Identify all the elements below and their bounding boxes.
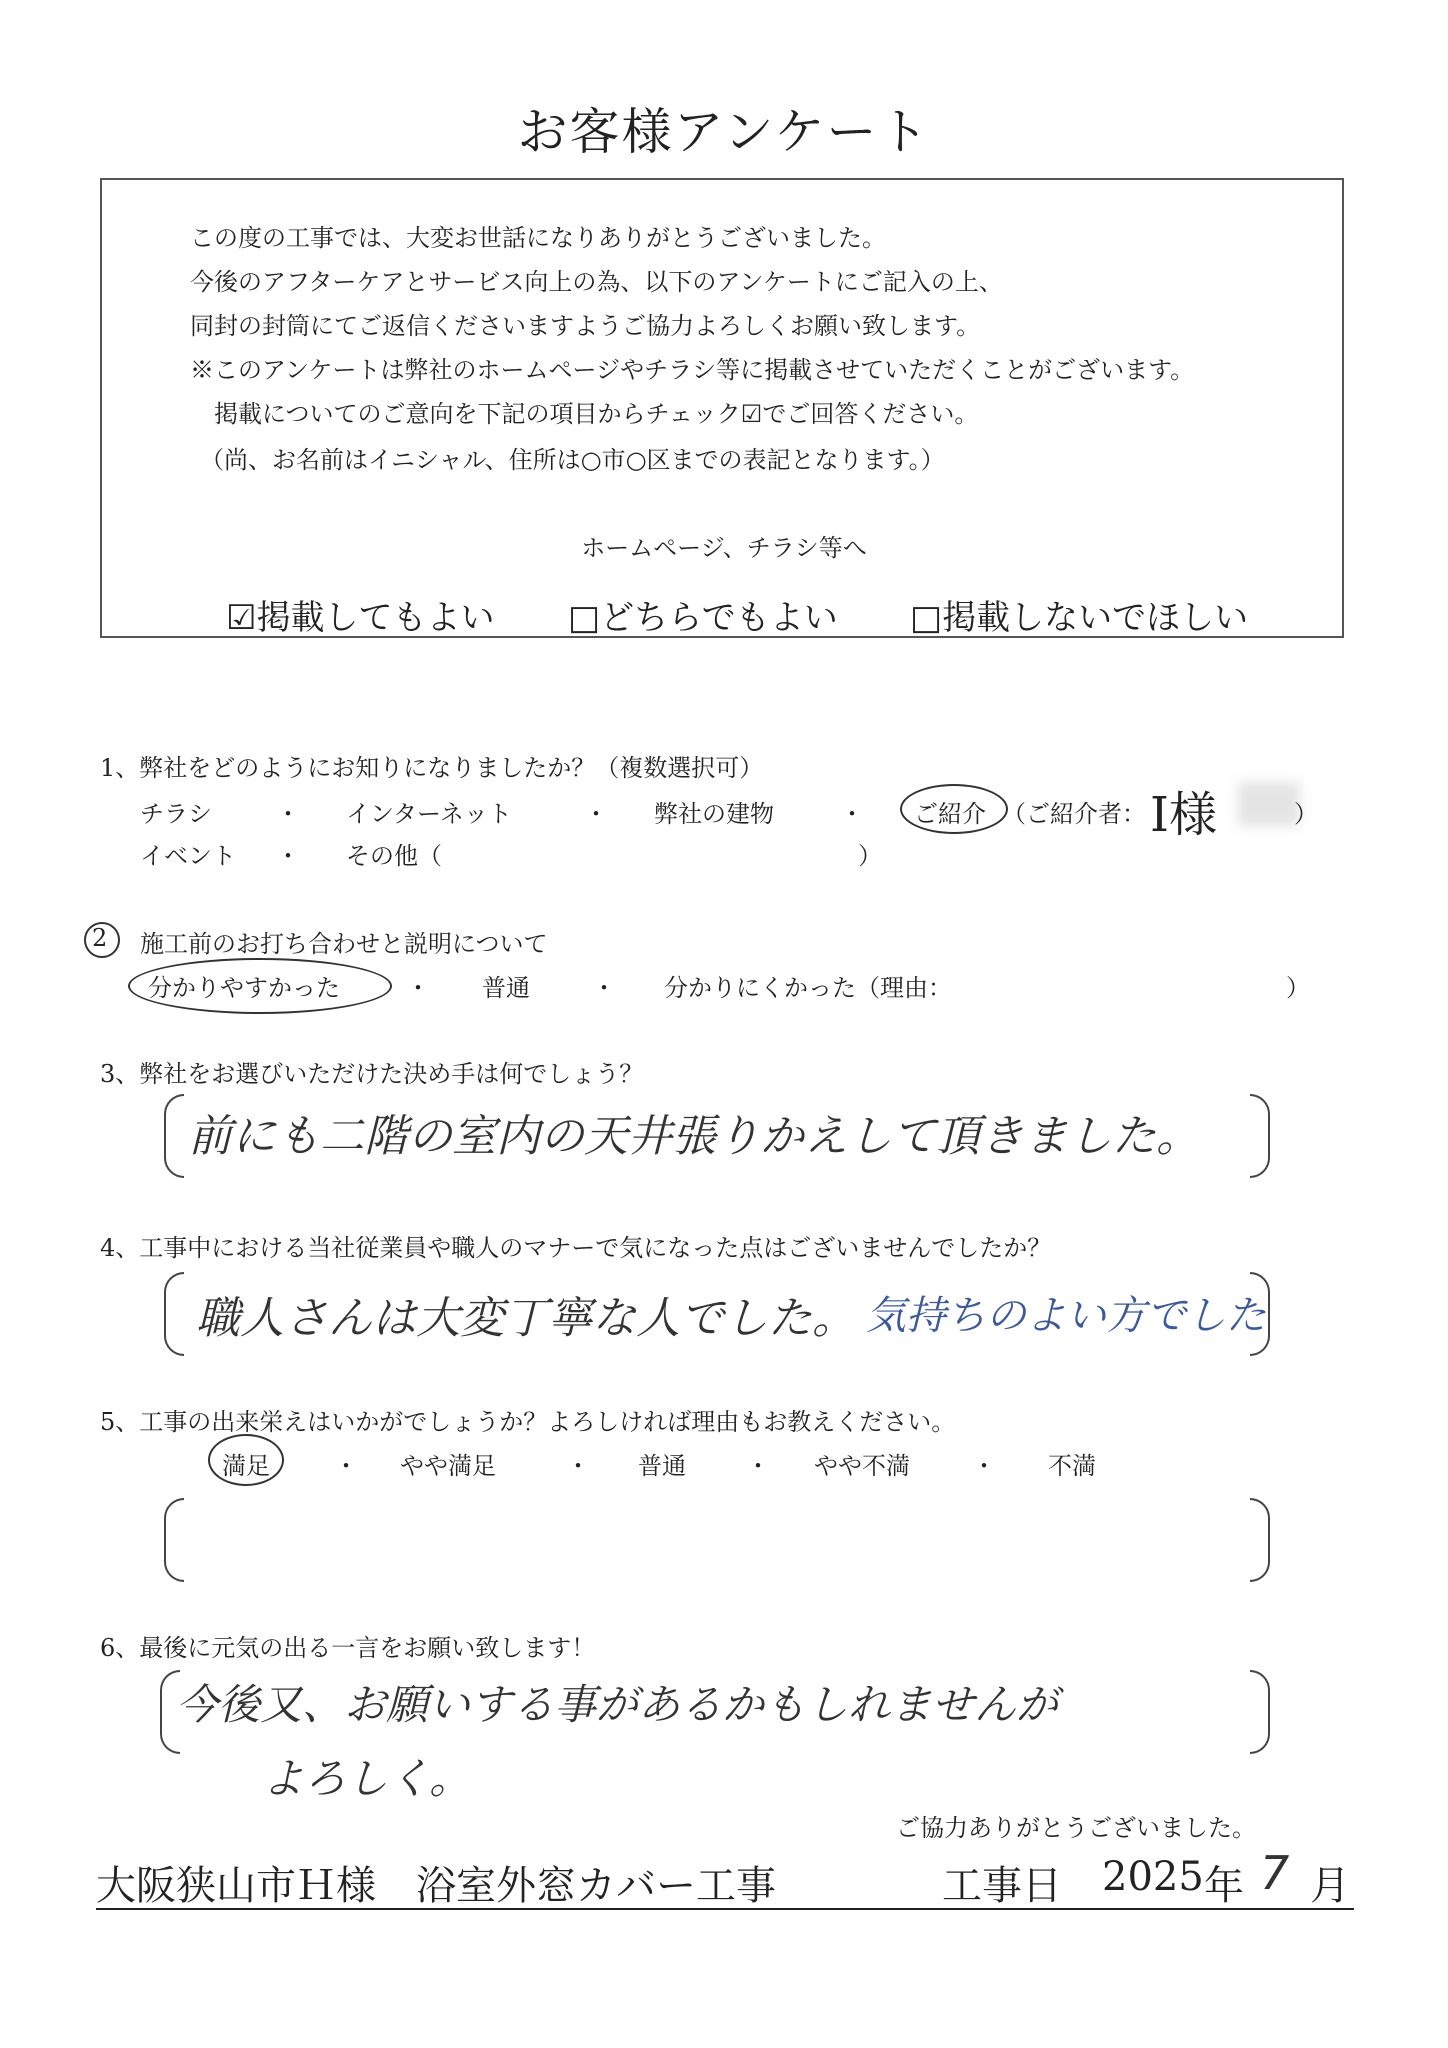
answer-bracket-left	[164, 1272, 184, 1356]
footer-year-unit: 年	[1204, 1863, 1244, 1909]
q1-option-internet[interactable]: インターネット	[346, 800, 512, 828]
q3-answer: 前にも二階の室内の天井張りかえして頂きました。	[188, 1111, 1200, 1162]
q2-option-normal[interactable]: 普通	[482, 974, 530, 1002]
footer-project: 大阪狭山市Ｈ様 浴室外窓カバー工事	[96, 1863, 776, 1909]
footer-month-unit: 月	[1310, 1863, 1350, 1909]
q1-other-close: ）	[858, 842, 882, 870]
q5-question: 5、工事の出来栄えはいかがでしょうか？よろしければ理由もお教えください。	[100, 1408, 956, 1436]
q1-option-referral[interactable]: ご紹介	[914, 800, 986, 828]
separator-dot: ・	[276, 842, 300, 870]
q1-option-other[interactable]: その他（	[346, 842, 442, 870]
q1-option-event[interactable]: イベント	[140, 842, 236, 870]
q4-answer-blue: 気持ちのよい方でした	[866, 1293, 1266, 1339]
footer-month: 7	[1260, 1846, 1290, 1900]
intro-line: 今後のアフターケアとサービス向上の為、以下のアンケートにご記入の上、	[190, 268, 1003, 296]
q6-question: 6、最後に元気の出る一言をお願い致します！	[100, 1634, 596, 1662]
q2-question: 施工前のお打ち合わせと説明について	[140, 930, 548, 958]
consent-option-deny[interactable]: □掲載しないでほしい	[910, 598, 1249, 638]
separator-dot: ・	[746, 1452, 770, 1480]
separator-dot: ・	[584, 800, 608, 828]
footer-year: 2025	[1102, 1854, 1204, 1900]
q4-question: 4、工事中における当社従業員や職人のマナーで気になった点はございませんでしたか？	[100, 1234, 1052, 1262]
q6-answer-line1: 今後又、お願いする事があるかもしれませんが	[176, 1680, 1059, 1729]
hp-label: ホームページ、チラシ等へ	[581, 534, 867, 562]
answer-bracket-right	[1250, 1498, 1270, 1582]
answer-bracket-right	[1250, 1670, 1270, 1754]
redaction-blur	[1238, 782, 1300, 826]
footer-date-label: 工事日	[942, 1863, 1062, 1909]
q5-option-somewhat-dissatisfied[interactable]: やや不満	[814, 1452, 910, 1480]
consent-option-allow[interactable]: ☑掲載してもよい	[226, 598, 495, 638]
footer-underline	[96, 1908, 1354, 1910]
separator-dot: ・	[840, 800, 864, 828]
separator-dot: ・	[276, 800, 300, 828]
q2-reason-close: ）	[1286, 974, 1310, 1002]
q1-referrer-value: I様	[1150, 787, 1217, 843]
q2-option-clear[interactable]: 分かりやすかった	[148, 974, 340, 1002]
answer-bracket-right	[1250, 1094, 1270, 1178]
q1-referrer-label: （ご紹介者：	[1002, 800, 1146, 828]
intro-line: ※このアンケートは弊社のホームページやチラシ等に掲載させていただくことがございます。	[190, 356, 1195, 384]
answer-bracket-left	[164, 1094, 184, 1178]
intro-line: 同封の封筒にてご返信くださいますようご協力よろしくお願い致します。	[190, 312, 981, 340]
q6-answer-line2: よろしく。	[262, 1754, 472, 1803]
q5-option-satisfied[interactable]: 満足	[222, 1452, 270, 1480]
answer-bracket-left	[164, 1498, 184, 1582]
separator-dot: ・	[566, 1452, 590, 1480]
consent-option-either[interactable]: □どちらでもよい	[568, 598, 838, 638]
q1-question: 1、弊社をどのようにお知りになりましたか？（複数選択可）	[100, 754, 764, 782]
q2-number: 2	[92, 924, 108, 952]
intro-line: （尚、お名前はイニシャル、住所は○市○区までの表記となります。）	[200, 446, 945, 474]
q5-option-dissatisfied[interactable]: 不満	[1048, 1452, 1096, 1480]
q1-option-flyer[interactable]: チラシ	[140, 800, 212, 828]
separator-dot: ・	[592, 974, 616, 1002]
q2-option-unclear[interactable]: 分かりにくかった（理由：	[664, 974, 952, 1002]
separator-dot: ・	[972, 1452, 996, 1480]
separator-dot: ・	[334, 1452, 358, 1480]
thanks-text: ご協力ありがとうございました。	[896, 1814, 1256, 1842]
q5-option-normal[interactable]: 普通	[638, 1452, 686, 1480]
q1-referrer-close: ）	[1294, 800, 1318, 828]
q4-answer-black: 職人さんは大変丁寧な人でした。	[196, 1293, 856, 1344]
separator-dot: ・	[406, 974, 430, 1002]
intro-line: この度の工事では、大変お世話になりありがとうございました。	[190, 224, 886, 252]
page-title: お客様アンケート	[517, 103, 931, 161]
q1-option-building[interactable]: 弊社の建物	[654, 800, 774, 828]
q3-question: 3、弊社をお選びいただけた決め手は何でしょう？	[100, 1060, 644, 1088]
intro-line: 掲載についてのご意向を下記の項目からチェック☑でご回答ください。	[214, 400, 979, 428]
q5-option-somewhat-satisfied[interactable]: やや満足	[400, 1452, 496, 1480]
